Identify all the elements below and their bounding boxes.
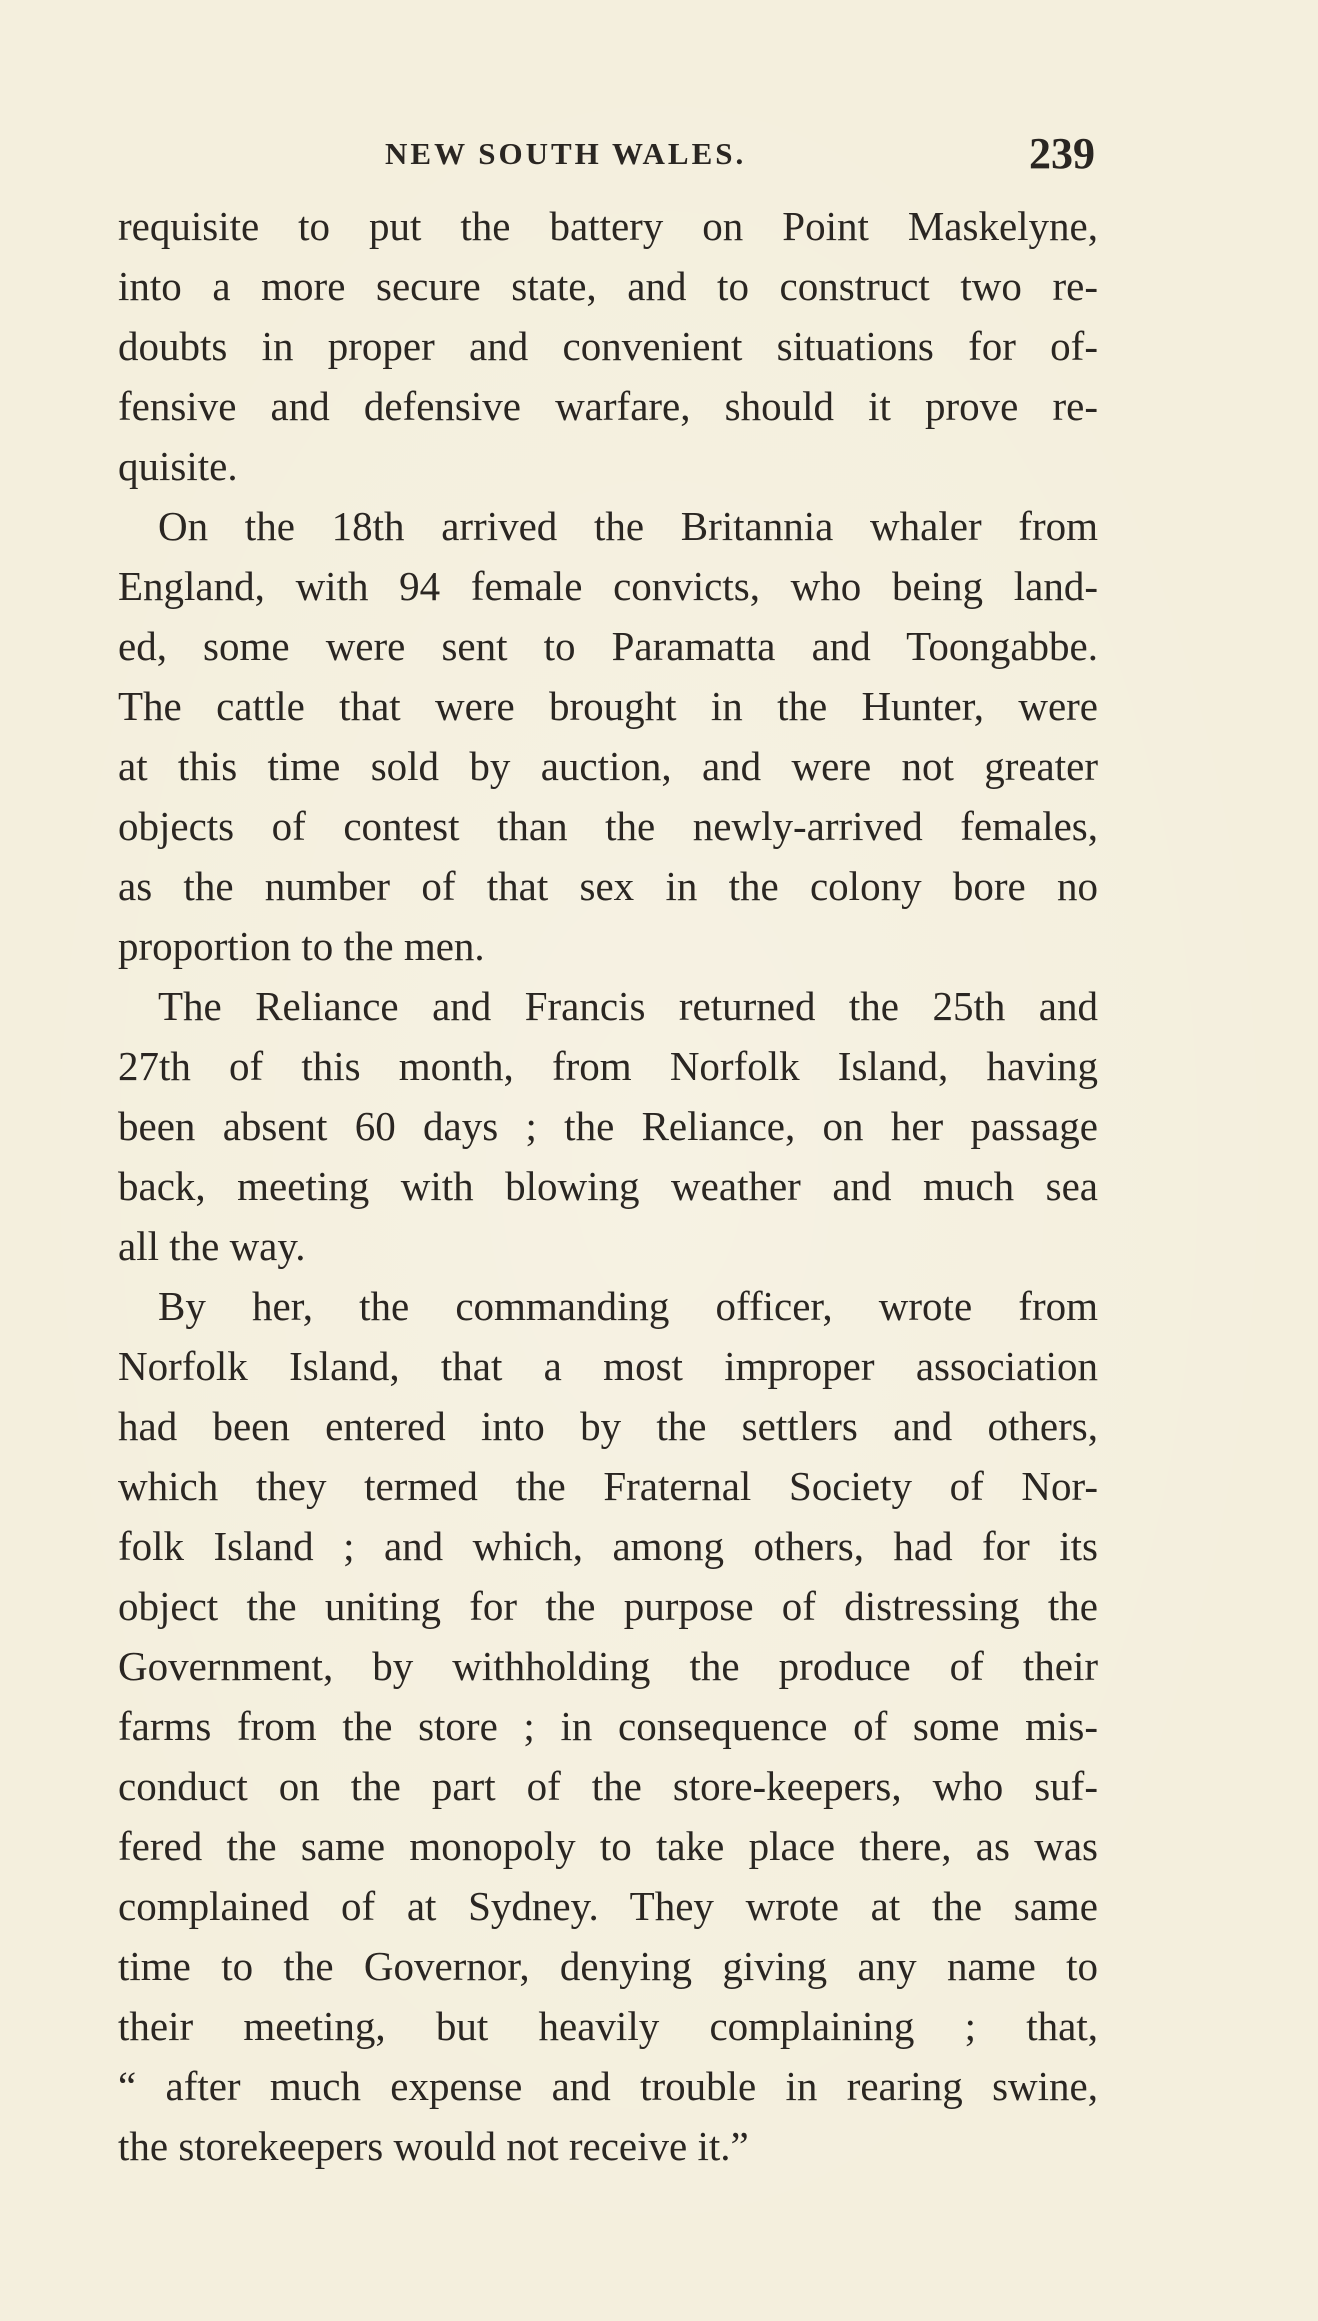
text-line: doubts in proper and convenient situations for of- [118, 323, 1098, 369]
body-text [118, 196, 1098, 2176]
text-line: 27th of this month, from Norfolk Island, having [118, 1043, 1098, 1089]
text-line: had been entered into by the settlers and others, [118, 1403, 1098, 1449]
text-line: proportion to the men. [118, 923, 485, 969]
text-line: Norfolk Island, that a most improper association [118, 1343, 1098, 1389]
text-line: Government, by withholding the produce of their [118, 1643, 1098, 1689]
text-line: ed, some were sent to Paramatta and Toongabbe. [118, 623, 1098, 669]
text-line: as the number of that sex in the colony bore no [118, 863, 1098, 909]
text-line: all the way. [118, 1223, 306, 1269]
text-line: into a more secure state, and to construct two re- [118, 263, 1098, 309]
text-line: the storekeepers would not receive it.” [118, 2123, 749, 2169]
text-line: at this time sold by auction, and were not greater [118, 743, 1098, 789]
text-line: By her, the commanding officer, wrote from [158, 1283, 1098, 1329]
text-line: time to the Governor, denying giving any name to [118, 1943, 1098, 1989]
text-line: which they termed the Fraternal Society of Nor- [118, 1463, 1098, 1509]
text-line: their meeting, but heavily complaining ; that, [118, 2003, 1098, 2049]
text-line: object the uniting for the purpose of distressing the [118, 1583, 1098, 1629]
text-line: back, meeting with blowing weather and much sea [118, 1163, 1098, 1209]
text-line: complained of at Sydney. They wrote at the same [118, 1883, 1098, 1929]
text-line: farms from the store ; in consequence of some mis- [118, 1703, 1098, 1749]
page-header [385, 129, 1095, 182]
text-line: “ after much expense and trouble in rearing swine, [118, 2063, 1098, 2109]
text-line: England, with 94 female convicts, who being land- [118, 563, 1098, 609]
text-line: quisite. [118, 443, 238, 489]
text-line: The Reliance and Francis returned the 25th and [158, 983, 1098, 1029]
text-line: been absent 60 days ; the Reliance, on her passage [118, 1103, 1098, 1149]
text-line: On the 18th arrived the Britannia whaler from [158, 503, 1098, 549]
text-line: The cattle that were brought in the Hunter, were [118, 683, 1098, 729]
text-line: fensive and defensive warfare, should it prove re- [118, 383, 1098, 429]
text-line: folk Island ; and which, among others, had for its [118, 1523, 1098, 1569]
page-number: 239 [1029, 129, 1095, 178]
text-line: requisite to put the battery on Point Maskelyne, [118, 203, 1098, 249]
running-head: NEW SOUTH WALES. [385, 136, 747, 171]
text-line: conduct on the part of the store-keepers, who suf- [118, 1763, 1098, 1809]
text-line: objects of contest than the newly-arrived females, [118, 803, 1098, 849]
text-line: fered the same monopoly to take place there, as was [118, 1823, 1098, 1869]
